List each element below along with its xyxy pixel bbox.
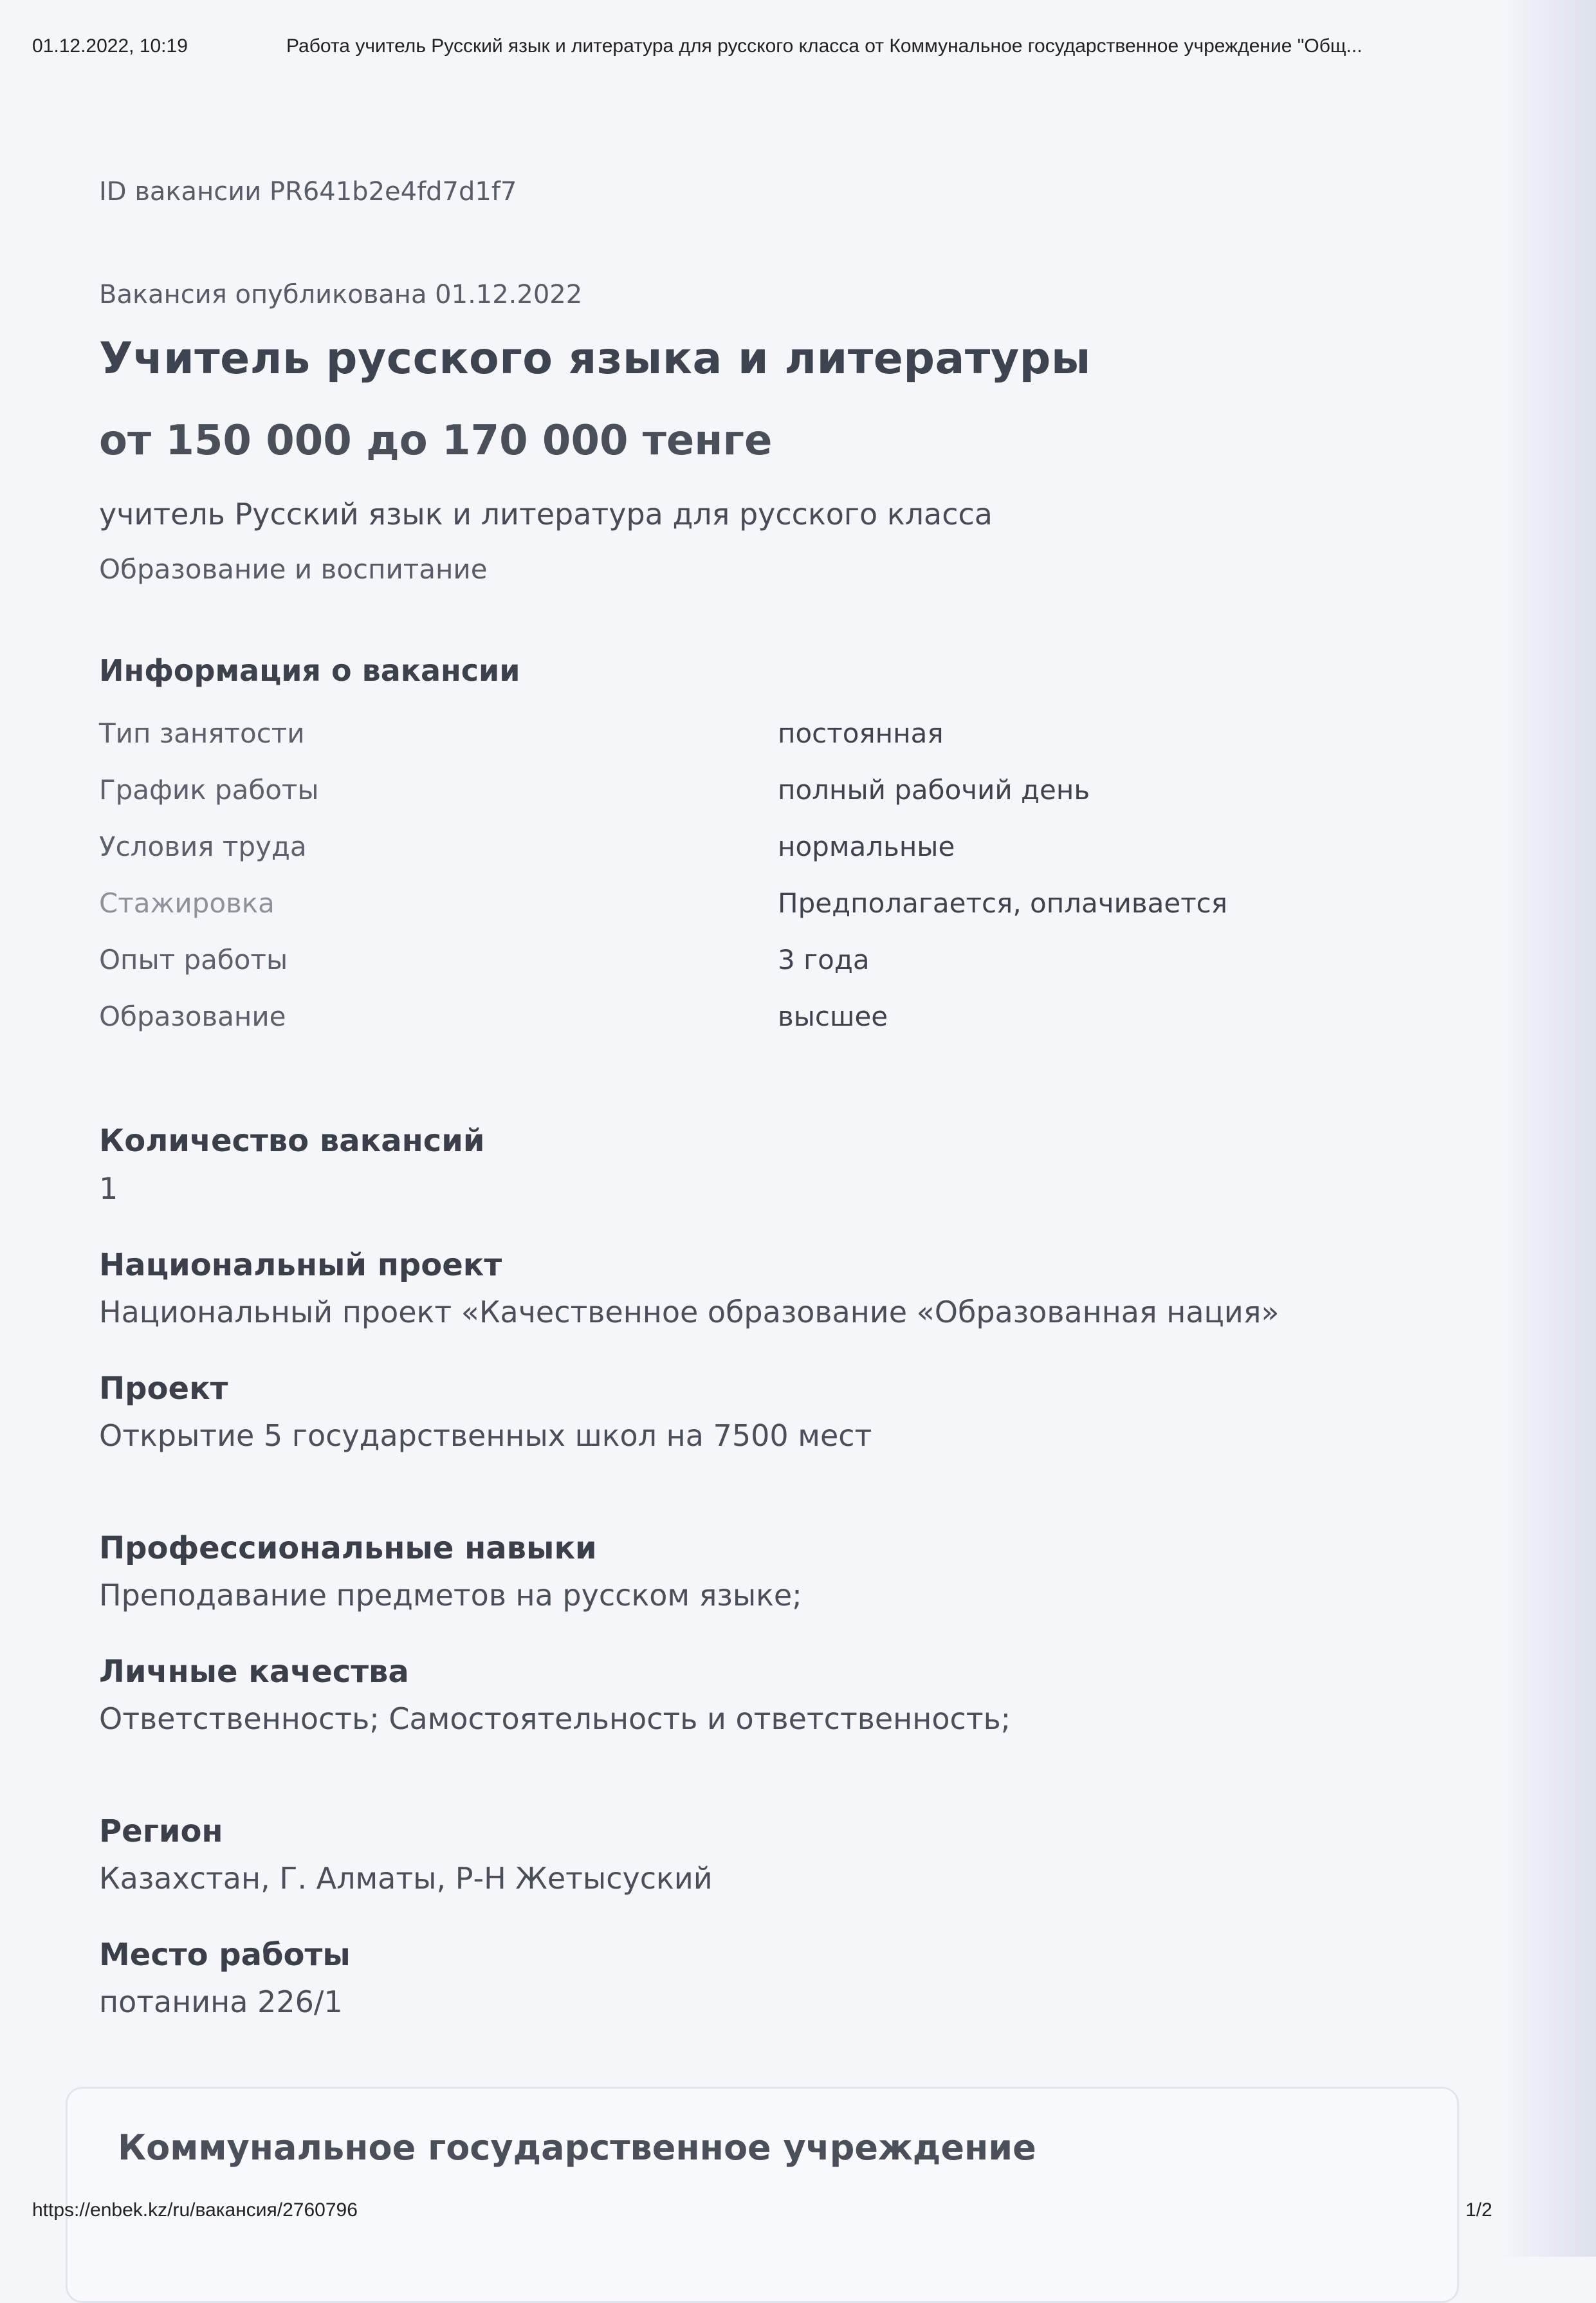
- info-value-employment-type: постоянная: [778, 717, 944, 749]
- info-value-education: высшее: [778, 1001, 888, 1032]
- personal-qualities-heading: Личные качества: [99, 1654, 409, 1690]
- salary: от 150 000 до 170 000 тенге: [99, 417, 773, 465]
- position-subtitle: учитель Русский язык и литература для русского класса: [99, 497, 993, 532]
- national-project-heading: Национальный проект: [99, 1247, 502, 1283]
- personal-qualities-value: Ответственность; Самостоятельность и ответственность;: [99, 1701, 1011, 1736]
- info-label-conditions: Условия труда: [99, 831, 307, 862]
- scan-edge-shading: [1500, 0, 1596, 2257]
- print-header-date: 01.12.2022, 10:19: [32, 35, 188, 57]
- info-label-schedule: График работы: [99, 774, 319, 806]
- info-value-conditions: нормальные: [778, 831, 955, 862]
- category: Образование и воспитание: [99, 553, 488, 585]
- workplace-value: потанина 226/1: [99, 1984, 343, 2019]
- published-date: Вакансия опубликована 01.12.2022: [99, 280, 583, 310]
- info-value-internship: Предполагается, оплачивается: [778, 887, 1228, 919]
- project-value: Открытие 5 государственных школ на 7500 мест: [99, 1418, 872, 1453]
- workplace-heading: Место работы: [99, 1937, 351, 1973]
- info-heading: Информация о вакансии: [99, 653, 520, 688]
- info-label-education: Образование: [99, 1001, 286, 1032]
- vacancy-count-heading: Количество вакансий: [99, 1123, 485, 1159]
- region-heading: Регион: [99, 1813, 223, 1849]
- employer-card-title: Коммунальное государственное учреждение: [118, 2127, 1036, 2168]
- national-project-value: Национальный проект «Качественное образование «Образованная нация»: [99, 1295, 1280, 1329]
- vacancy-title: Учитель русского языка и литературы: [99, 333, 1091, 384]
- print-footer-url: https://enbek.kz/ru/вакансия/2760796: [32, 2199, 358, 2221]
- info-label-experience: Опыт работы: [99, 944, 288, 976]
- info-value-experience: 3 года: [778, 944, 870, 976]
- info-label-internship: Стажировка: [99, 887, 275, 919]
- region-value: Казахстан, Г. Алматы, Р-Н Жетысуский: [99, 1861, 713, 1896]
- professional-skills-heading: Профессиональные навыки: [99, 1530, 597, 1566]
- info-value-schedule: полный рабочий день: [778, 774, 1090, 806]
- vacancy-id: ID вакансии PR641b2e4fd7d1f7: [99, 177, 517, 207]
- print-header-title: Работа учитель Русский язык и литература для русского класса от Коммунальное государственное учреждение "Общ...: [286, 35, 1362, 57]
- info-label-employment-type: Тип занятости: [99, 717, 305, 749]
- professional-skills-value: Преподавание предметов на русском языке;: [99, 1578, 802, 1613]
- print-footer-page-number: 1/2: [1465, 2199, 1492, 2221]
- vacancy-count-value: 1: [99, 1171, 118, 1206]
- employer-card: [66, 2087, 1459, 2303]
- project-heading: Проект: [99, 1371, 228, 1407]
